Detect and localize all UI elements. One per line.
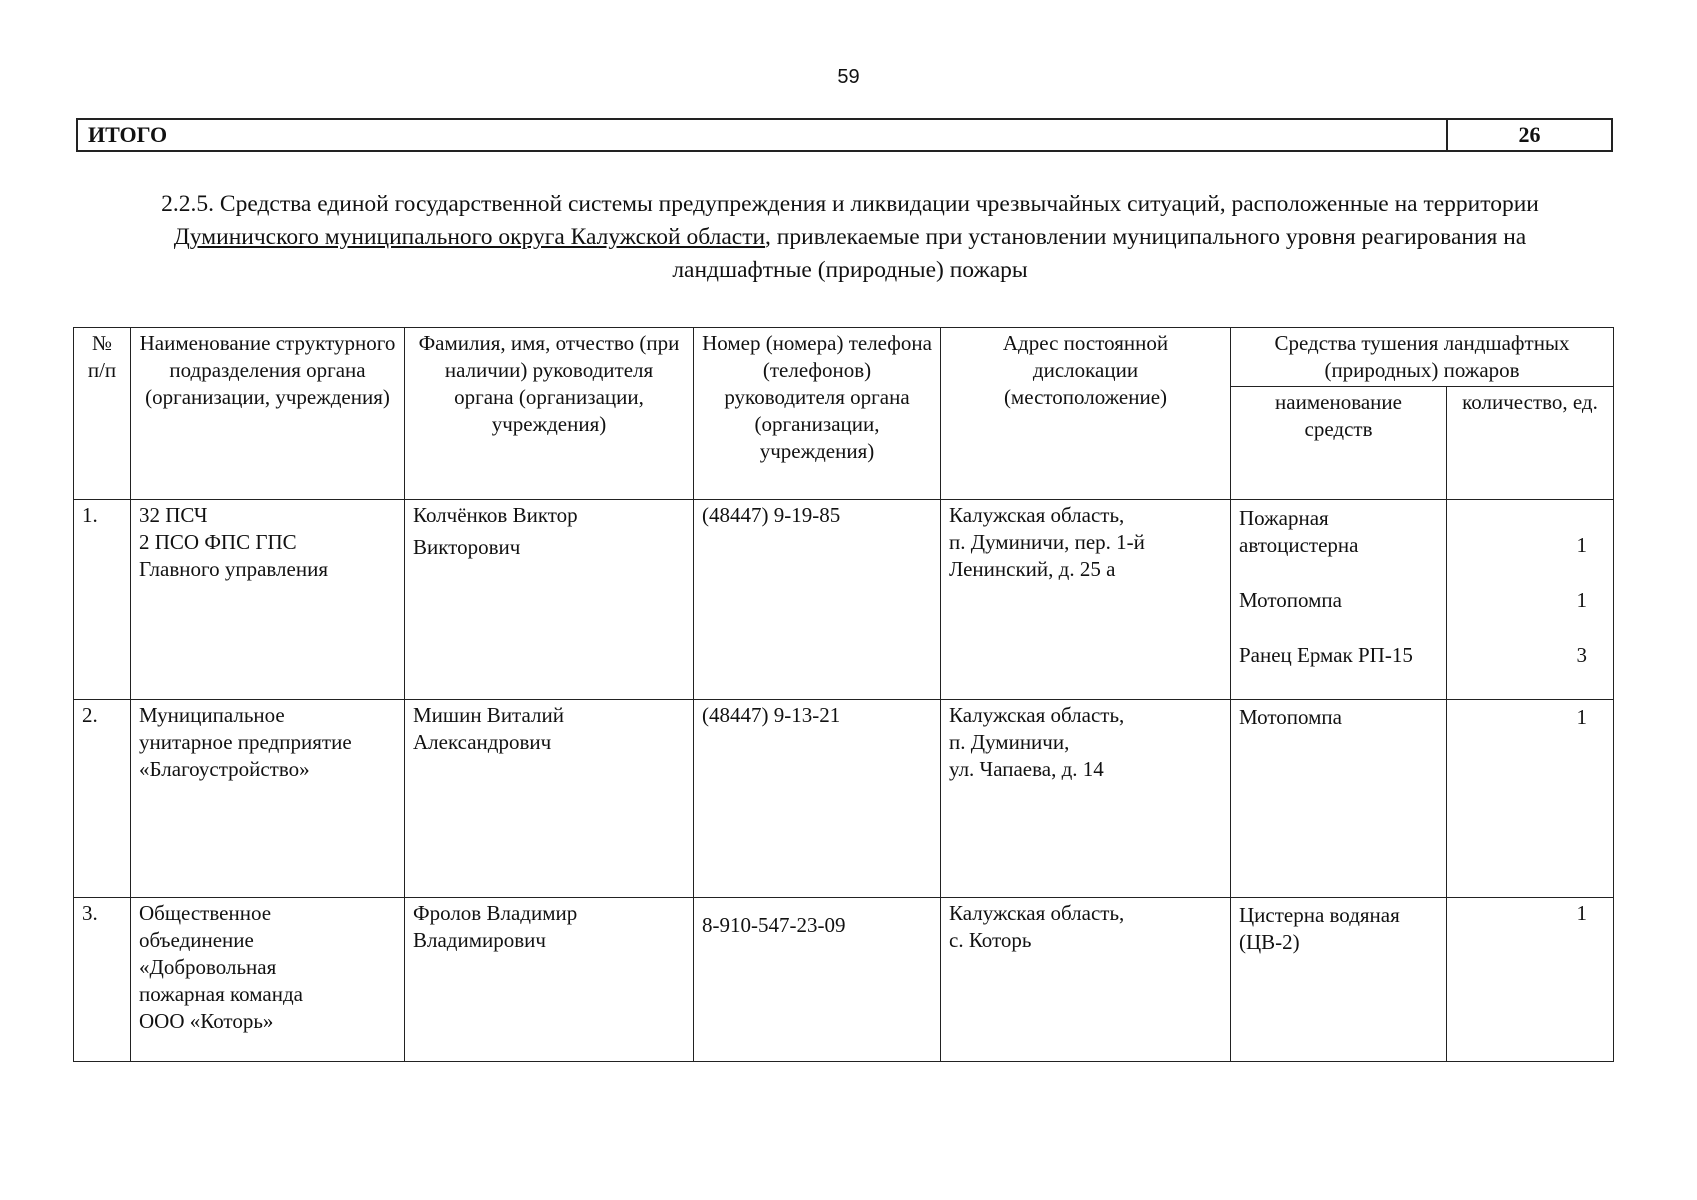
means-qty: 1 (1576, 705, 1588, 729)
header-head: Фамилия, имя, отчество (при наличии) руководителя органа (организации, учреждения) (405, 328, 694, 500)
cell-means-name (1231, 500, 1447, 700)
cell-address (941, 898, 1231, 1062)
org-line: «Добровольная (139, 955, 277, 979)
cell-num: 2. (74, 700, 131, 898)
header-address: Адрес постоянной дислокации (местоположение) (941, 328, 1231, 500)
org-line: унитарное предприятие (139, 730, 352, 754)
org-line: «Благоустройство» (139, 757, 310, 781)
cell-head (405, 898, 694, 1062)
header-means: Средства тушения ландшафтных (природных) пожаров (1231, 328, 1614, 387)
total-value: 26 (1518, 122, 1541, 147)
org-line: Общественное (139, 901, 272, 925)
heading-part2: , привлекаемые при установлении муниципального уровня реагирования на ландшафтные (природные) пожары (672, 224, 1527, 283)
org-line: объединение (139, 928, 254, 952)
cell-phone: (48447) 9-13-21 (694, 700, 941, 898)
cell-means-name (1231, 898, 1447, 1062)
means-qty: 3 (1576, 643, 1588, 667)
cell-means-qty (1447, 898, 1614, 1062)
means-name: Мотопомпа (1239, 705, 1342, 729)
table-row (74, 700, 1614, 898)
total-row (76, 118, 1613, 152)
org-line: пожарная команда (139, 982, 303, 1006)
means-name: Пожарная автоцистерна (1239, 506, 1359, 557)
address-line: Калужская область, (949, 503, 1125, 527)
cell-head (405, 700, 694, 898)
means-qty: 1 (1576, 533, 1588, 557)
address-line: Ленинский, д. 25 а (949, 557, 1116, 581)
header-means-name: наименование средств (1231, 387, 1447, 500)
section-heading (110, 188, 1590, 287)
head-line: Фролов Владимир (413, 901, 578, 925)
phone-value: 8-910-547-23-09 (702, 913, 846, 937)
address-line: п. Думиничи, (949, 730, 1070, 754)
heading-underlined: Думиничского муниципального округа Калужской области (173, 224, 766, 250)
header-org: Наименование структурного подразделения органа (организации, учреждения) (131, 328, 405, 500)
cell-means-qty (1447, 700, 1614, 898)
address-line: с. Которь (949, 928, 1032, 952)
head-line: Колчёнков Виктор (413, 503, 578, 527)
table-row (74, 500, 1614, 700)
address-line: Калужская область, (949, 703, 1125, 727)
head-line: Владимирович (413, 928, 546, 952)
page-number: 59 (837, 66, 860, 88)
cell-phone (694, 898, 941, 1062)
address-line: Калужская область, (949, 901, 1125, 925)
head-line: Александрович (413, 730, 552, 754)
org-line: 32 ПСЧ (139, 503, 208, 527)
total-label: ИТОГО (78, 120, 1448, 150)
cell-org (131, 700, 405, 898)
means-table (73, 327, 1614, 1062)
address-line: п. Думиничи, пер. 1-й (949, 530, 1145, 554)
cell-num: 3. (74, 898, 131, 1062)
cell-num: 1. (74, 500, 131, 700)
header-phone: Номер (номера) телефона (телефонов) руководителя органа (организации, учреждения) (694, 328, 941, 500)
head-line: Мишин Виталий (413, 703, 564, 727)
org-line: Главного управления (139, 557, 328, 581)
cell-org (131, 898, 405, 1062)
means-qty: 1 (1576, 901, 1588, 925)
header-means-qty: количество, ед. (1447, 387, 1614, 500)
cell-means-qty (1447, 500, 1614, 700)
cell-phone: (48447) 9-19-85 (694, 500, 941, 700)
cell-address (941, 500, 1231, 700)
means-name: Ранец Ермак РП-15 (1239, 643, 1413, 667)
org-line: Муниципальное (139, 703, 285, 727)
cell-org (131, 500, 405, 700)
means-name: Цистерна водяная (ЦВ-2) (1239, 903, 1400, 954)
means-qty: 1 (1576, 588, 1588, 612)
table-row (74, 898, 1614, 1062)
cell-head (405, 500, 694, 700)
header-num: № п/п (74, 328, 131, 500)
means-name: Мотопомпа (1239, 588, 1342, 612)
heading-part1: 2.2.5. Средства единой государственной системы предупреждения и ликвидации чрезвычайных ситуаций, расположенные на территории (161, 191, 1539, 217)
head-line: Викторович (413, 535, 521, 559)
cell-means-name (1231, 700, 1447, 898)
address-line: ул. Чапаева, д. 14 (949, 757, 1104, 781)
org-line: 2 ПСО ФПС ГПС (139, 530, 297, 554)
cell-address (941, 700, 1231, 898)
org-line: ООО «Которь» (139, 1009, 274, 1033)
